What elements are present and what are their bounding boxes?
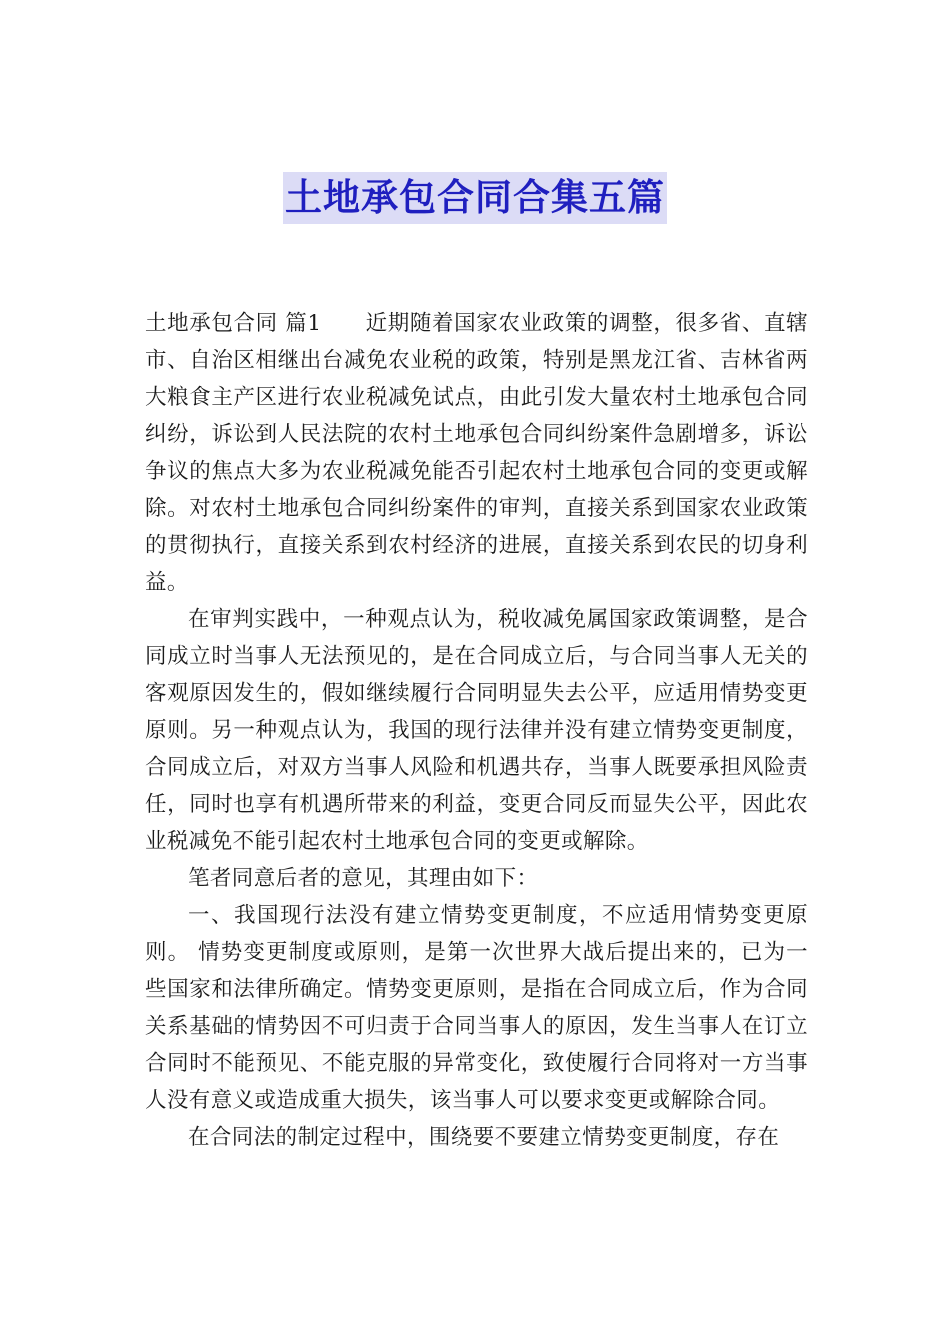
document-body xyxy=(145,305,808,1156)
paragraph-1-text: 近期随着国家农业政策的调整，很多省、直辖市、自治区相继出台减免农业税的政策，特别是黑龙江省、吉林省两大粮食主产区进行农业税减免试点，由此引发大量农村土地承包合同纠纷，诉讼到人民法院的农村土地承包合同纠纷案件急剧增多，诉讼争议的焦点大多为农业税减免能否引起农村土地承包合同的变更或解除。对农村土地承包合同纠纷案件的审判，直接关系到国家农业政策的贯彻执行，直接关系到农村经济的进展，直接关系到农民的切身利益。 xyxy=(145,311,808,595)
paragraph-2: 在审判实践中，一种观点认为，税收减免属国家政策调整，是合同成立时当事人无法预见的，是在合同成立后，与合同当事人无关的客观原因发生的，假如继续履行合同明显失去公平，应适用情势变更原则。另一种观点认为，我国的现行法律并没有建立情势变更制度，合同成立后，对双方当事人风险和机遇共存，当事人既要承担风险责任，同时也享有机遇所带来的利益，变更合同反而显失公平，因此农业税减免不能引起农村土地承包合同的变更或解除。 xyxy=(145,607,808,854)
document-title-wrap xyxy=(0,172,950,224)
document-title: 土地承包合同合集五篇 xyxy=(283,172,667,224)
paragraph-3: 笔者同意后者的意见，其理由如下： xyxy=(188,866,539,891)
paragraph-1 xyxy=(145,305,808,601)
section-label: 土地承包合同 篇1 xyxy=(145,311,322,336)
paragraph-5: 在合同法的制定过程中，围绕要不要建立情势变更制度，存在 xyxy=(188,1125,780,1150)
paragraph-4: 一、我国现行法没有建立情势变更制度，不应适用情势变更原则。 情势变更制度或原则，是第一次世界大战后提出来的，已为一些国家和法律所确定。情势变更原则，是指在合同成立后，作为合同关系基础的情势因不可归责于合同当事人的原因，发生当事人在订立合同时不能预见、不能克服的异常变化，致使履行合同将对一方当事人没有意义或造成重大损失，该当事人可以要求变更或解除合同。 xyxy=(145,903,808,1113)
